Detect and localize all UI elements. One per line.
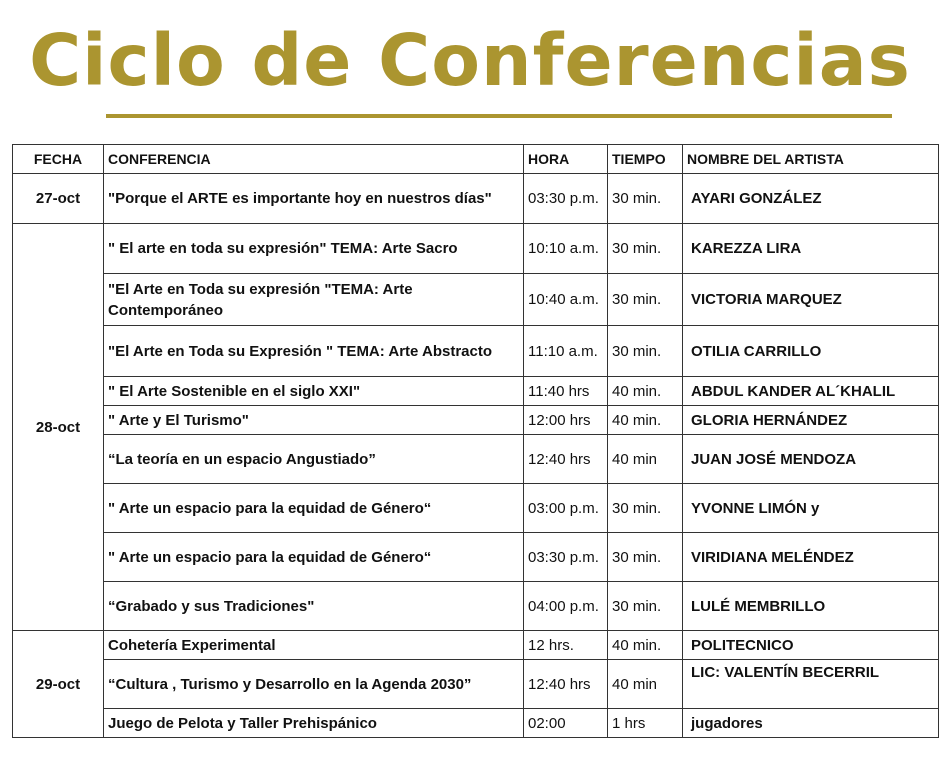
header-tiempo: TIEMPO — [608, 145, 683, 174]
header-row — [13, 145, 939, 174]
table-row — [13, 484, 939, 533]
conference-cell: “Cultura , Turismo y Desarrollo en la Agenda 2030” — [104, 660, 524, 709]
duration-cell: 30 min. — [608, 274, 683, 326]
conference-cell: " El Arte Sostenible en el siglo XXI" — [104, 377, 524, 406]
time-cell: 12 hrs. — [524, 631, 608, 660]
conference-cell: "El Arte en Toda su expresión "TEMA: Arte Contemporáneo — [104, 274, 524, 326]
duration-cell: 30 min. — [608, 174, 683, 224]
conference-cell: "Porque el ARTE es importante hoy en nuestros días" — [104, 174, 524, 224]
artist-cell: LULÉ MEMBRILLO — [683, 582, 939, 631]
table-row — [13, 435, 939, 484]
time-cell: 10:40 a.m. — [524, 274, 608, 326]
time-cell: 11:10 a.m. — [524, 326, 608, 377]
table-row — [13, 326, 939, 377]
duration-cell: 30 min. — [608, 224, 683, 274]
artist-cell: VICTORIA MARQUEZ — [683, 274, 939, 326]
artist-cell: JUAN JOSÉ MENDOZA — [683, 435, 939, 484]
time-cell: 10:10 a.m. — [524, 224, 608, 274]
table-row — [13, 406, 939, 435]
date-cell: 29-oct — [13, 631, 104, 738]
conference-cell: " El arte en toda su expresión" TEMA: Arte Sacro — [104, 224, 524, 274]
duration-cell: 30 min. — [608, 326, 683, 377]
duration-cell: 40 min. — [608, 406, 683, 435]
time-cell: 12:40 hrs — [524, 660, 608, 709]
table-row — [13, 631, 939, 660]
conference-cell: " Arte un espacio para la equidad de Género“ — [104, 533, 524, 582]
time-cell: 03:00 p.m. — [524, 484, 608, 533]
artist-cell: OTILIA CARRILLO — [683, 326, 939, 377]
conference-cell: "El Arte en Toda su Expresión " TEMA: Arte Abstracto — [104, 326, 524, 377]
artist-cell: POLITECNICO — [683, 631, 939, 660]
duration-cell: 30 min. — [608, 582, 683, 631]
date-cell: 28-oct — [13, 224, 104, 631]
conference-cell: Juego de Pelota y Taller Prehispánico — [104, 709, 524, 738]
artist-cell: VIRIDIANA MELÉNDEZ — [683, 533, 939, 582]
table-row — [13, 582, 939, 631]
table-row — [13, 660, 939, 709]
header-artista: NOMBRE DEL ARTISTA — [683, 145, 939, 174]
time-cell: 11:40 hrs — [524, 377, 608, 406]
table-row — [13, 377, 939, 406]
duration-cell: 40 min. — [608, 631, 683, 660]
header-conferencia: CONFERENCIA — [104, 145, 524, 174]
time-cell: 03:30 p.m. — [524, 174, 608, 224]
time-cell: 12:00 hrs — [524, 406, 608, 435]
conference-cell: " Arte un espacio para la equidad de Género“ — [104, 484, 524, 533]
duration-cell: 30 min. — [608, 533, 683, 582]
table-row — [13, 533, 939, 582]
table-row — [13, 274, 939, 326]
conference-cell: “Grabado y sus Tradiciones" — [104, 582, 524, 631]
header-hora: HORA — [524, 145, 608, 174]
artist-cell: YVONNE LIMÓN y — [683, 484, 939, 533]
schedule-table — [12, 144, 939, 738]
page-title: Ciclo de Conferencias — [29, 19, 911, 102]
duration-cell: 40 min. — [608, 377, 683, 406]
artist-cell: ABDUL KANDER AL´KHALIL — [683, 377, 939, 406]
artist-cell: AYARI GONZÁLEZ — [683, 174, 939, 224]
title-underline — [106, 114, 892, 118]
time-cell: 04:00 p.m. — [524, 582, 608, 631]
duration-cell: 30 min. — [608, 484, 683, 533]
time-cell: 12:40 hrs — [524, 435, 608, 484]
artist-cell: jugadores — [683, 709, 939, 738]
artist-cell: KAREZZA LIRA — [683, 224, 939, 274]
date-cell: 27-oct — [13, 174, 104, 224]
time-cell: 02:00 — [524, 709, 608, 738]
artist-cell: LIC: VALENTÍN BECERRIL — [683, 660, 939, 709]
artist-cell: GLORIA HERNÁNDEZ — [683, 406, 939, 435]
duration-cell: 1 hrs — [608, 709, 683, 738]
table-row — [13, 709, 939, 738]
header-fecha: FECHA — [13, 145, 104, 174]
time-cell: 03:30 p.m. — [524, 533, 608, 582]
conference-cell: " Arte y El Turismo" — [104, 406, 524, 435]
duration-cell: 40 min — [608, 660, 683, 709]
conference-cell: “La teoría en un espacio Angustiado” — [104, 435, 524, 484]
conference-cell: Cohetería Experimental — [104, 631, 524, 660]
duration-cell: 40 min — [608, 435, 683, 484]
table-row — [13, 174, 939, 224]
table-row — [13, 224, 939, 274]
